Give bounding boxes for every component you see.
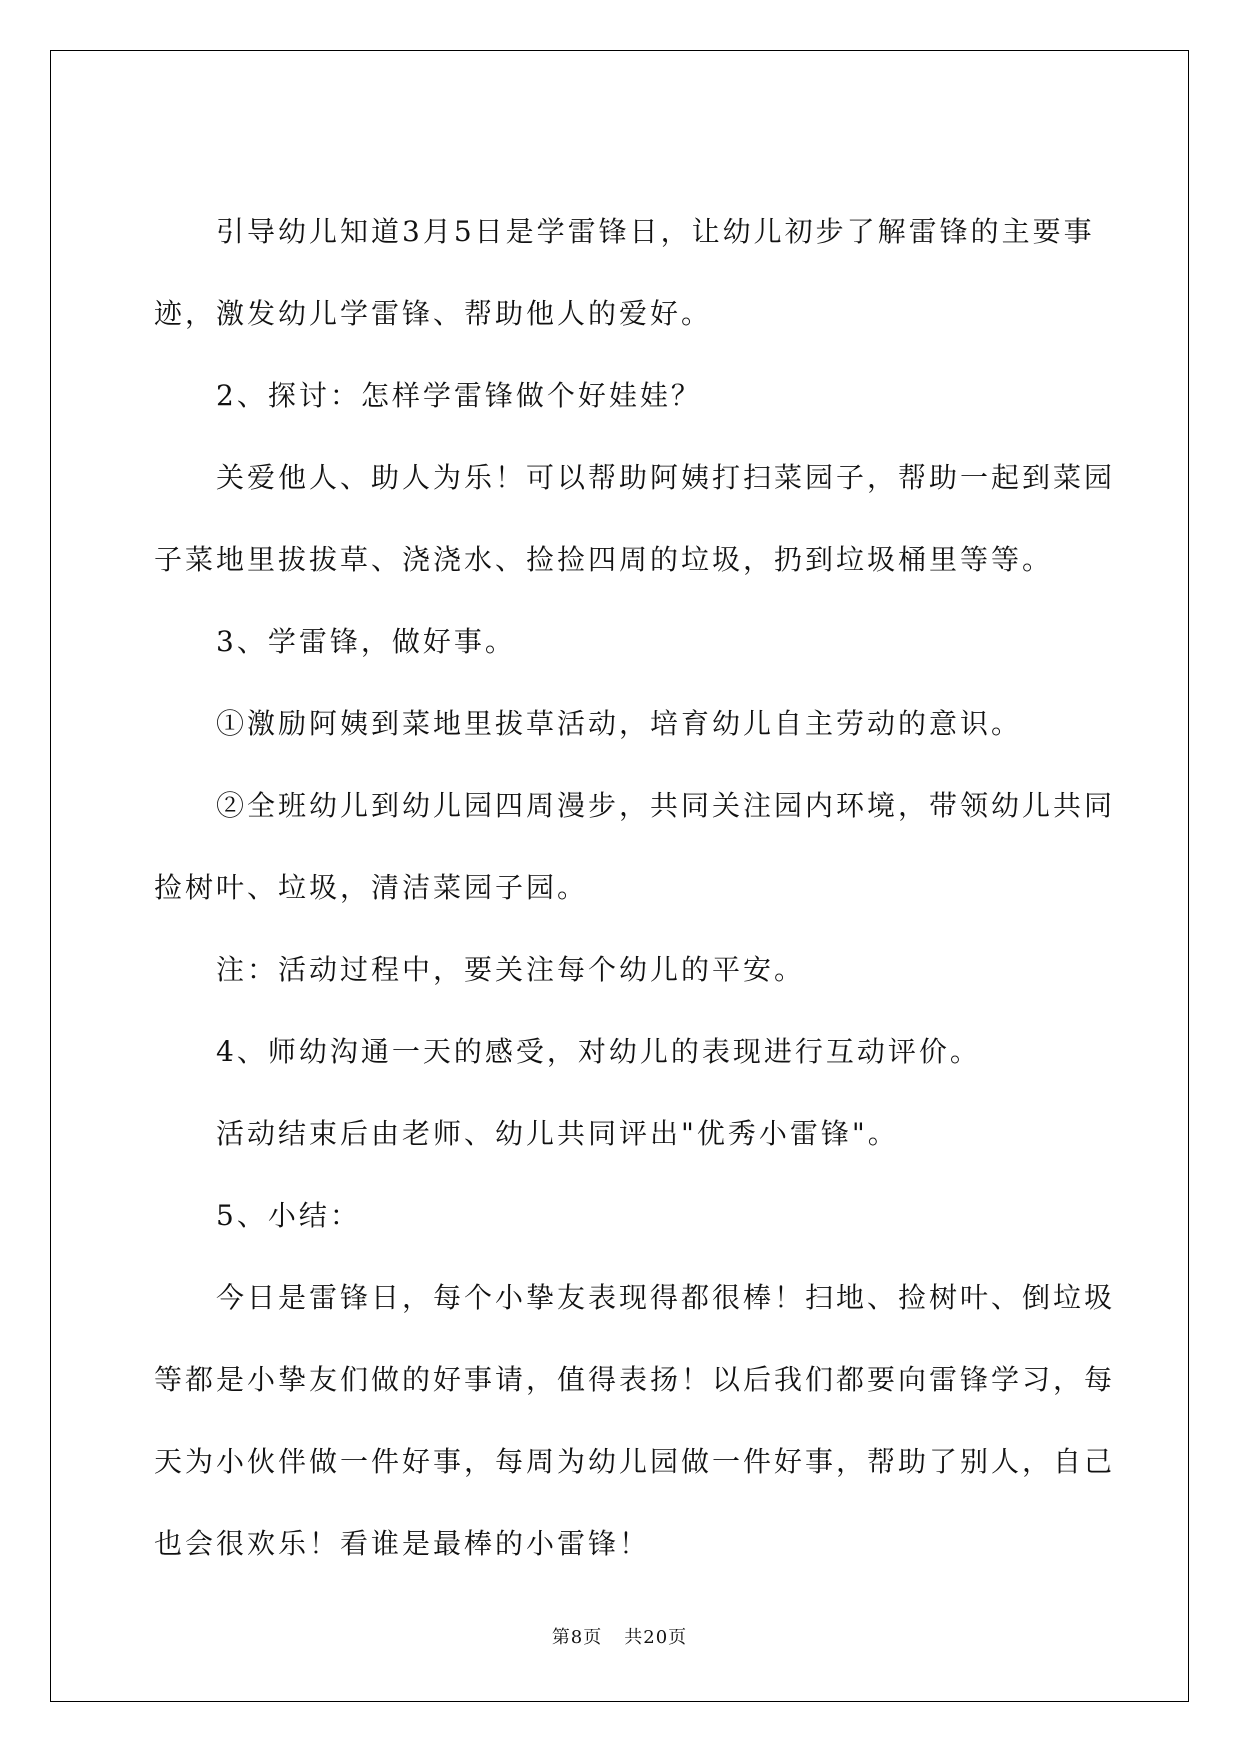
paragraph-7: 注：活动过程中，要关注每个幼儿的平安。: [216, 953, 806, 986]
document-body: [154, 191, 1134, 1585]
paragraph-10: 5、小结：: [216, 1199, 361, 1232]
page-number: 第8页: [551, 1627, 603, 1648]
paragraph-6: ②全班幼儿到幼儿园四周漫步，共同关注园内环境，带领幼儿共同捡树叶、垃圾，清洁菜园子园。: [154, 789, 1116, 904]
page-footer: [51, 1623, 1188, 1649]
paragraph-2: 2、探讨：怎样学雷锋做个好娃娃？: [216, 379, 702, 412]
paragraph-4: 3、学雷锋，做好事。: [216, 625, 516, 658]
paragraph-9: 活动结束后由老师、幼儿共同评出"优秀小雷锋"。: [216, 1117, 899, 1150]
page-total: 共20页: [624, 1627, 688, 1648]
paragraph-5: ①激励阿姨到菜地里拔草活动，培育幼儿自主劳动的意识。: [216, 707, 1023, 740]
paragraph-8: 4、师幼沟通一天的感受，对幼儿的表现进行互动评价。: [216, 1035, 981, 1068]
document-page: [50, 50, 1189, 1702]
paragraph-11: 今日是雷锋日，每个小挚友表现得都很棒！扫地、捡树叶、倒垃圾等都是小挚友们做的好事请，值得表扬！以后我们都要向雷锋学习，每天为小伙伴做一件好事，每周为幼儿园做一件好事，帮助了别人，自己也会很欢乐！看谁是最棒的小雷锋！: [154, 1281, 1116, 1560]
paragraph-1: 引导幼儿知道3月5日是学雷锋日，让幼儿初步了解雷锋的主要事迹，激发幼儿学雷锋、帮助他人的爱好。: [154, 215, 1095, 330]
paragraph-3: 关爱他人、助人为乐！可以帮助阿姨打扫菜园子，帮助一起到菜园子菜地里拔拔草、浇浇水、捡捡四周的垃圾，扔到垃圾桶里等等。: [154, 461, 1116, 576]
